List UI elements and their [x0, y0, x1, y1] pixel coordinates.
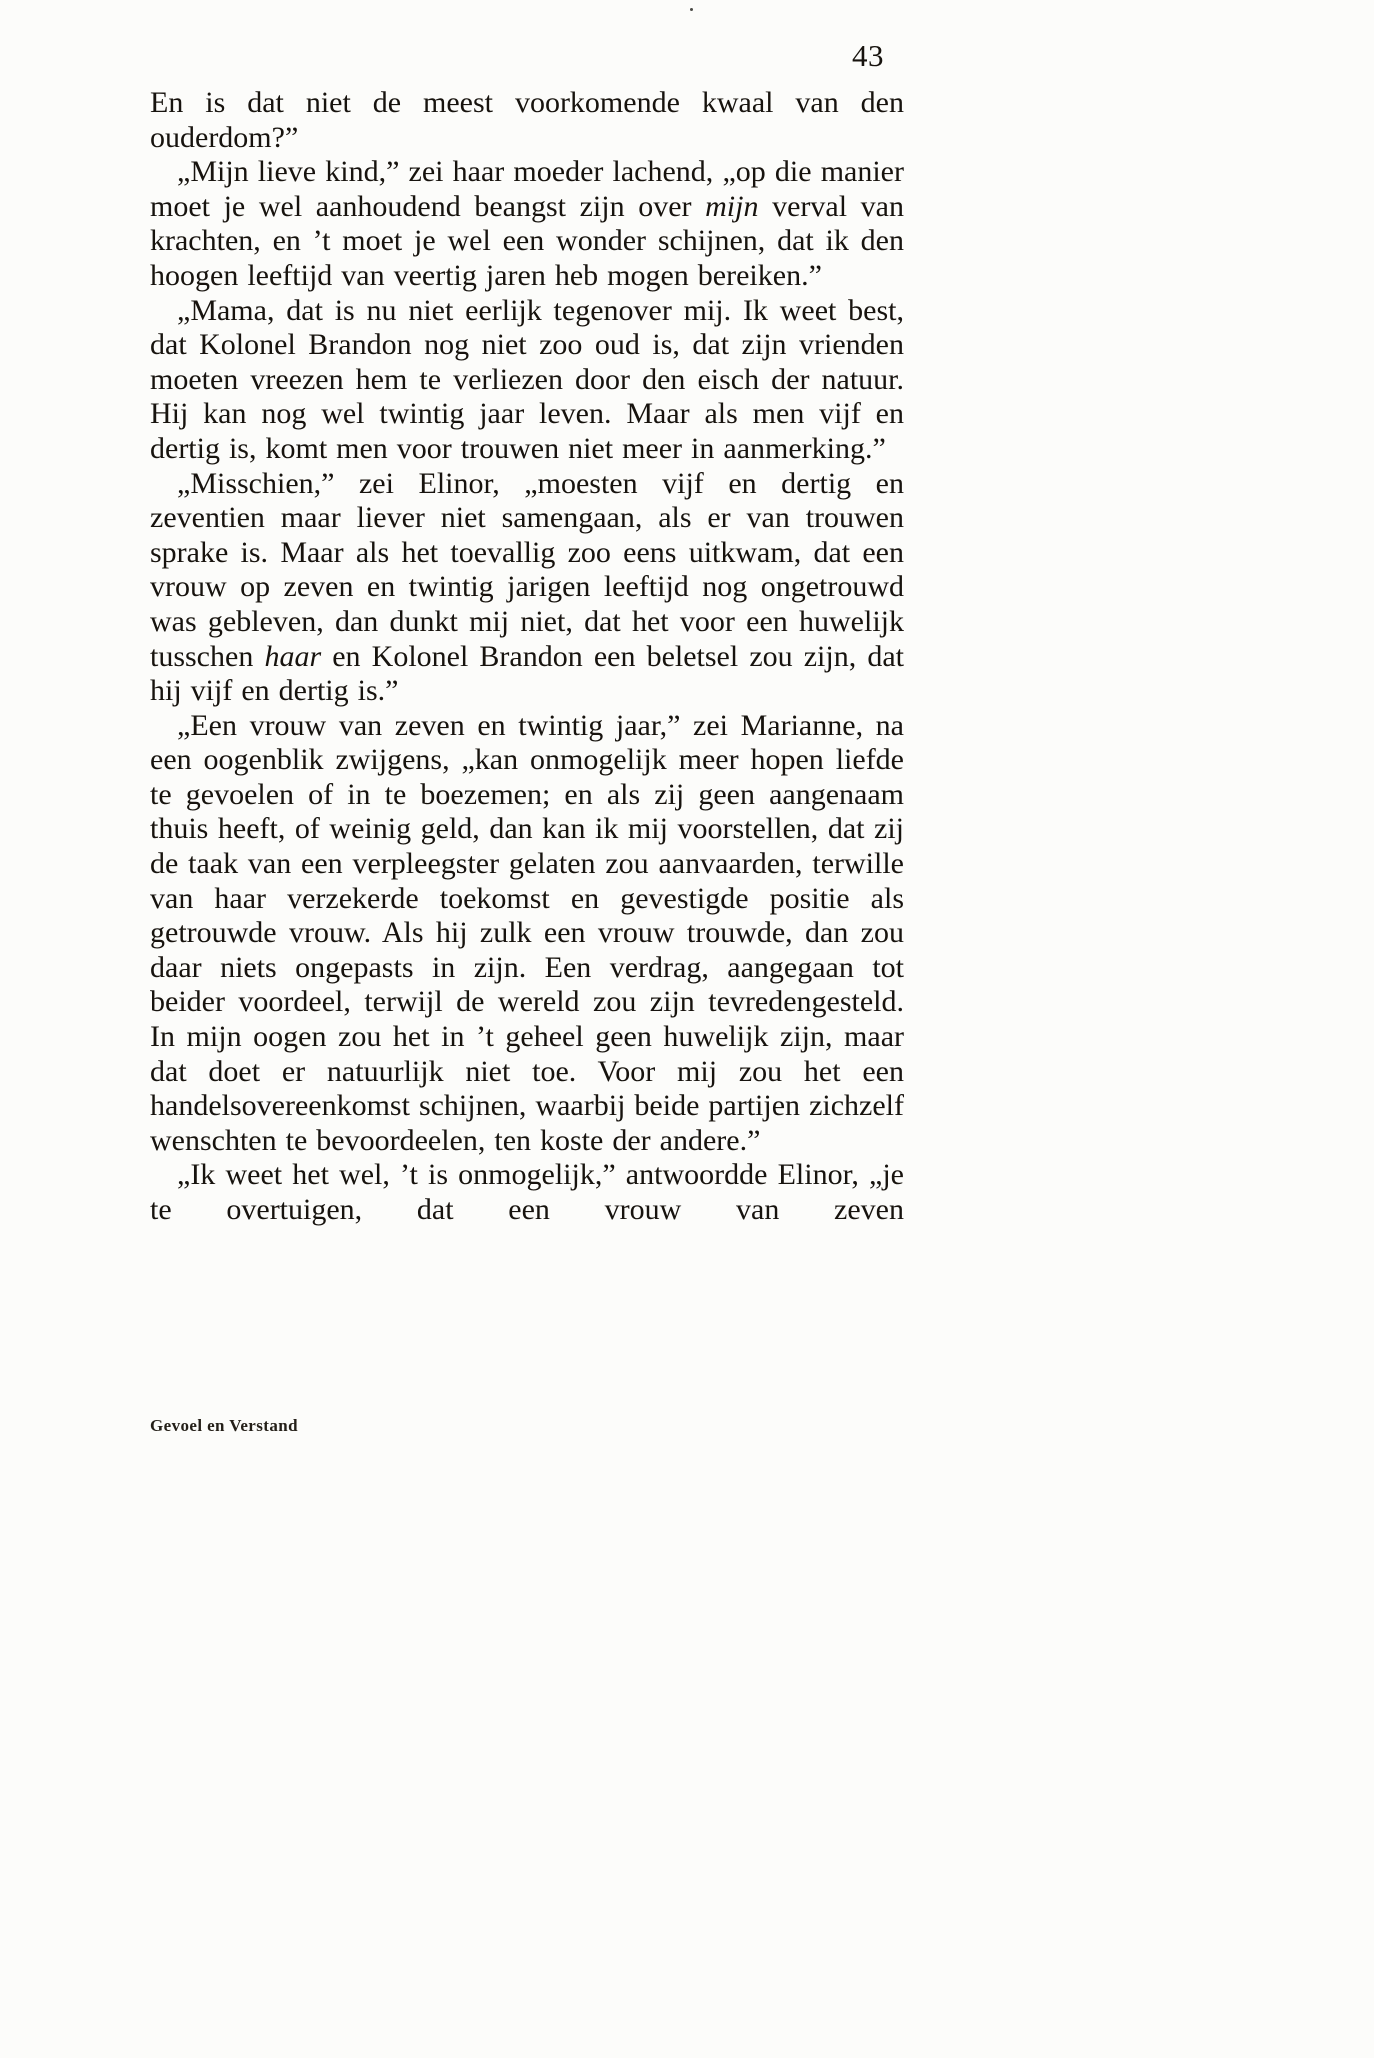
text-run: en Kolonel Brandon een beletsel zou zijn, dat hij vijf en dertig is.”: [150, 639, 904, 708]
paragraph: [150, 709, 904, 1159]
paragraph: [150, 467, 904, 709]
italic-run: haar: [264, 639, 322, 673]
page-number: 43: [852, 38, 884, 73]
text-run: verval van krachten, en ’t moet je wel een wonder schijnen, dat ik den hoogen leeftijd van veertig jaren heb mogen bereiken.”: [150, 189, 904, 292]
italic-run: mijn: [705, 189, 759, 223]
text-run: En is dat niet de meest voorkomende kwaal van den ouderdom?”: [150, 86, 904, 154]
paragraph: [150, 155, 904, 293]
scan-speck: [690, 8, 693, 11]
text-run: „Mama, dat is nu niet eerlijk tegenover mij. Ik weet best, dat Kolonel Brandon nog niet zoo oud is, dat zijn vrienden moeten vreezen hem te verliezen door den eisch der natuur. Hij kan nog wel twintig jaar leven. Maar als men vijf en dertig is, komt men voor trouwen niet meer in aanmerking.”: [150, 293, 904, 465]
text-run: „Mijn lieve kind,” zei haar moeder lachend, „op die manier moet je wel aanhoudend beangst zijn over: [150, 155, 904, 223]
book-title-footer: Gevoel en Verstand: [150, 1416, 298, 1435]
text-run: „Misschien,” zei Elinor, „moesten vijf en dertig en zeventien maar liever niet samengaan, als er van trouwen sprake is. Maar als het toevallig zoo eens uitkwam, dat een vrouw op zeven en twintig jarigen leeftijd nog ongetrouwd was gebleven, dan dunkt mij niet, dat het voor een huwelijk tusschen: [150, 466, 904, 673]
paragraph: [150, 1158, 904, 1227]
text-run: „Een vrouw van zeven en twintig jaar,” zei Marianne, na een oogenblik zwijgens, „kan onmogelijk meer hopen liefde te gevoelen of in te boezemen; en als zij geen aangenaam thuis heeft, of weinig geld, dan kan ik mij voorstellen, dat zij de taak van een verpleegster gelaten zou aanvaarden, terwille van haar verzekerde toekomst en gevestigde positie als getrouwde vrouw. Als hij zulk een vrouw trouwde, dan zou daar niets ongepasts in zijn. Een verdrag, aangegaan tot beider voordeel, terwijl de wereld zou zijn tevredengesteld. In mijn oogen zou het in ’t geheel geen huwelijk zijn, maar dat doet er natuurlijk niet toe. Voor mij zou het een handelsovereenkomst schijnen, waarbij beide partijen zichzelf wenschten te bevoordeelen, ten koste der andere.”: [150, 708, 904, 1157]
paragraph: [150, 294, 904, 467]
paragraph: [150, 86, 904, 155]
text-run: „Ik weet het wel, ’t is onmogelijk,” antwoordde Elinor, „je te overtuigen, dat een vrouw van zeven: [150, 1158, 904, 1226]
text-block: [150, 86, 904, 1228]
